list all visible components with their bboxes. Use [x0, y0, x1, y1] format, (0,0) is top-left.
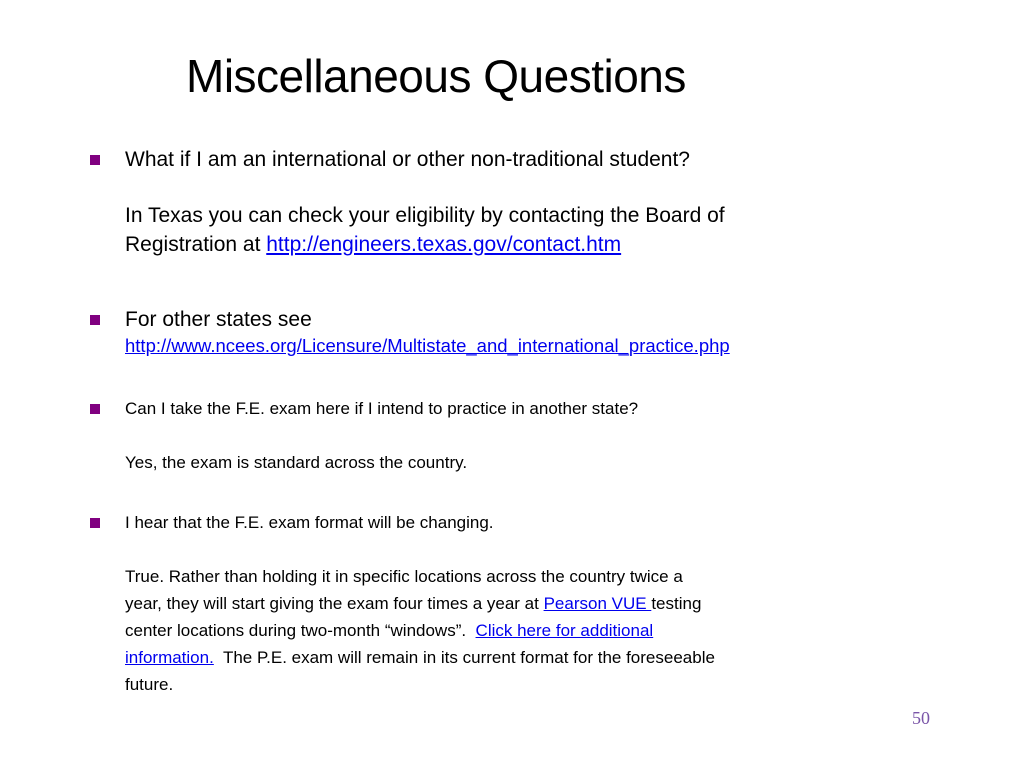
question-text: What if I am an international or other non-traditional student? [125, 148, 690, 171]
page-number: 50 [912, 708, 930, 728]
answer-text-prefix: Registration at [125, 233, 267, 256]
answer-text-suffix: The P.E. exam will remain in its current format for the foreseeable [213, 648, 715, 667]
square-bullet-icon [90, 404, 100, 414]
question-text: Can I take the F.E. exam here if I intend to practice in another state? [125, 399, 639, 418]
square-bullet-icon [90, 155, 100, 165]
other-states-text: For other states see [125, 308, 312, 331]
square-bullet-icon [90, 518, 100, 528]
list-item [125, 305, 945, 357]
answer-text [125, 644, 945, 671]
answer-text-suffix: testing [651, 594, 702, 613]
question-text: I hear that the F.E. exam format will be changing. [125, 513, 494, 532]
answer-text [125, 617, 945, 644]
texas-board-contact-link[interactable]: http://engineers.texas.gov/contact.htm [266, 233, 622, 256]
answer-text-prefix: year, they will start giving the exam four times a year at [125, 594, 544, 613]
list-item [125, 145, 945, 259]
square-bullet-icon [90, 315, 100, 325]
slide-title: Miscellaneous Questions [186, 50, 686, 102]
answer-text [125, 590, 945, 617]
answer-text [125, 230, 945, 259]
answer-text: True. Rather than holding it in specific locations across the country twice a [125, 567, 683, 586]
answer-text: In Texas you can check your eligibility by contacting the Board of [125, 204, 725, 227]
list-item [125, 395, 945, 476]
additional-information-link-continued[interactable]: information. [125, 648, 214, 667]
answer-text-prefix: center locations during two-month “windows”. [125, 621, 476, 640]
list-item [125, 509, 945, 698]
pearson-vue-link[interactable]: Pearson VUE [543, 594, 652, 613]
additional-information-link[interactable]: Click here for additional [475, 621, 654, 640]
answer-text: future. [125, 675, 174, 694]
ncees-multistate-link[interactable]: http://www.ncees.org/Licensure/Multistate_and_international_practice.php [125, 335, 730, 356]
answer-text: Yes, the exam is standard across the country. [125, 453, 468, 472]
